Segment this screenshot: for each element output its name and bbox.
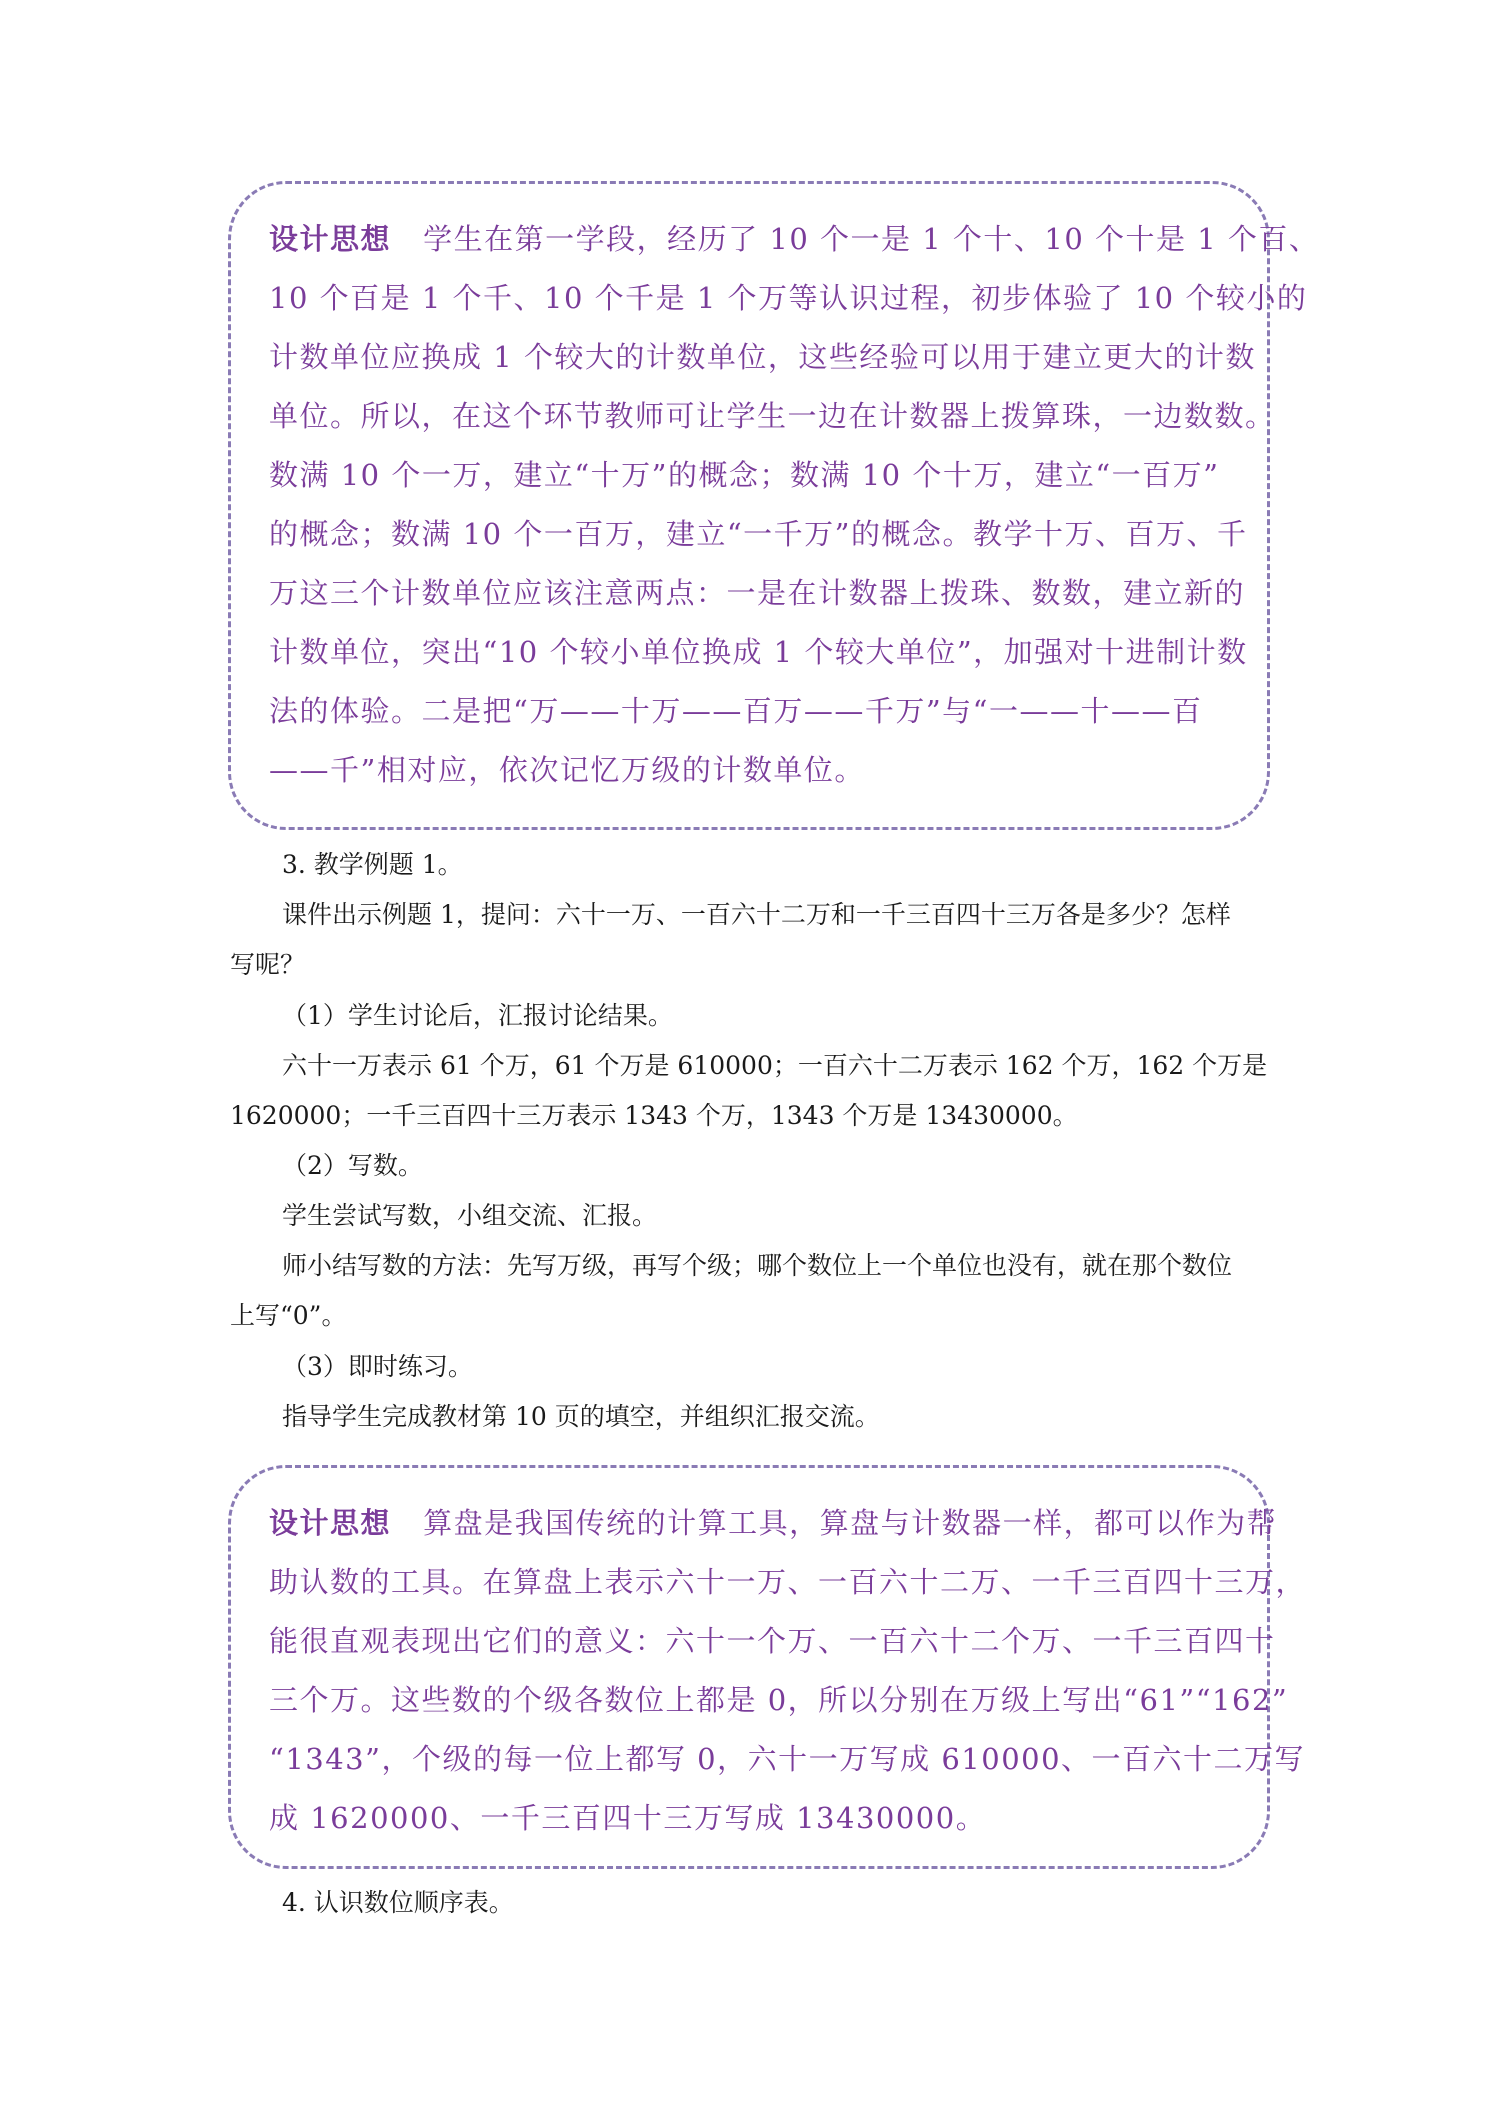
design-thinking-text-2 [269,1494,1307,1848]
design-line: 助认数的工具。在算盘上表示六十一万、一百六十二万、一千三百四十三万， [269,1565,1307,1599]
section-heading-4: 4. 认识数位顺序表。 [282,1888,514,1917]
design-line: “1343”，个级的每一位上都写 0，六十一万写成 610000、一百六十二万写 [269,1742,1306,1776]
design-line: 计数单位，突出“10 个较小单位换成 1 个较大单位”，加强对十进制计数 [269,635,1248,669]
paragraph: 师小结写数的方法：先写万级，再写个级；哪个数位上一个单位也没有，就在那个数位 [282,1251,1233,1280]
design-line: 成 1620000、一千三百四十三万写成 13430000。 [269,1801,987,1835]
design-line-text: 学生在第一学段，经历了 10 个一是 1 个十、10 个十是 1 个百、 [423,222,1320,256]
design-tag: 设计思想 [269,1506,392,1540]
design-line: 计数单位应换成 1 个较大的计数单位，这些经验可以用于建立更大的计数 [269,340,1256,374]
design-thinking-text-1 [269,210,1320,800]
design-line-text: 算盘是我国传统的计算工具，算盘与计数器一样，都可以作为帮 [423,1506,1278,1540]
paragraph: 上写“0”。 [230,1301,347,1330]
paragraph: （3）即时练习。 [282,1352,473,1381]
design-line [269,210,1320,269]
design-line: 能很直观表现出它们的意义：六十一个万、一百六十二个万、一千三百四十 [269,1624,1276,1658]
design-line: ——千”相对应，依次记忆万级的计数单位。 [269,753,865,787]
paragraph: （2）写数。 [282,1151,423,1180]
design-thinking-box-2 [228,1465,1307,1869]
design-thinking-box-1 [228,181,1320,830]
design-line: 10 个百是 1 个千、10 个千是 1 个万等认识过程，初步体验了 10 个较小的 [269,281,1308,315]
design-line: 三个万。这些数的个级各数位上都是 0，所以分别在万级上写出“61”“162” [269,1683,1289,1717]
design-line: 法的体验。二是把“万——十万——百万——千万”与“一——十——百 [269,694,1203,728]
paragraph: 写呢？ [230,950,306,979]
paragraph: 课件出示例题 1，提问：六十一万、一百六十二万和一千三百四十三万各是多少？怎样 [282,900,1231,929]
paragraph: 学生尝试写数，小组交流、汇报。 [282,1201,658,1230]
paragraph: 1620000；一千三百四十三万表示 1343 个万，1343 个万是 13430000。 [230,1101,1078,1130]
design-line: 数满 10 个一万，建立“十万”的概念；数满 10 个十万，建立“一百万” [269,458,1220,492]
design-tag: 设计思想 [269,222,392,256]
design-line: 的概念；数满 10 个一百万，建立“一千万”的概念。教学十万、百万、千 [269,517,1248,551]
paragraph: 六十一万表示 61 个万，61 个万是 610000；一百六十二万表示 162 个万，162 个万是 [282,1051,1268,1080]
design-line [269,1494,1278,1553]
design-line: 万这三个计数单位应该注意两点：一是在计数器上拨珠、数数，建立新的 [269,576,1246,610]
section-heading-3: 3. 教学例题 1。 [282,850,463,879]
paragraph: 指导学生完成教材第 10 页的填空，并组织汇报交流。 [282,1402,880,1431]
paragraph: （1）学生讨论后，汇报讨论结果。 [282,1001,673,1030]
design-line: 单位。所以，在这个环节教师可让学生一边在计数器上拨算珠，一边数数。 [269,399,1276,433]
